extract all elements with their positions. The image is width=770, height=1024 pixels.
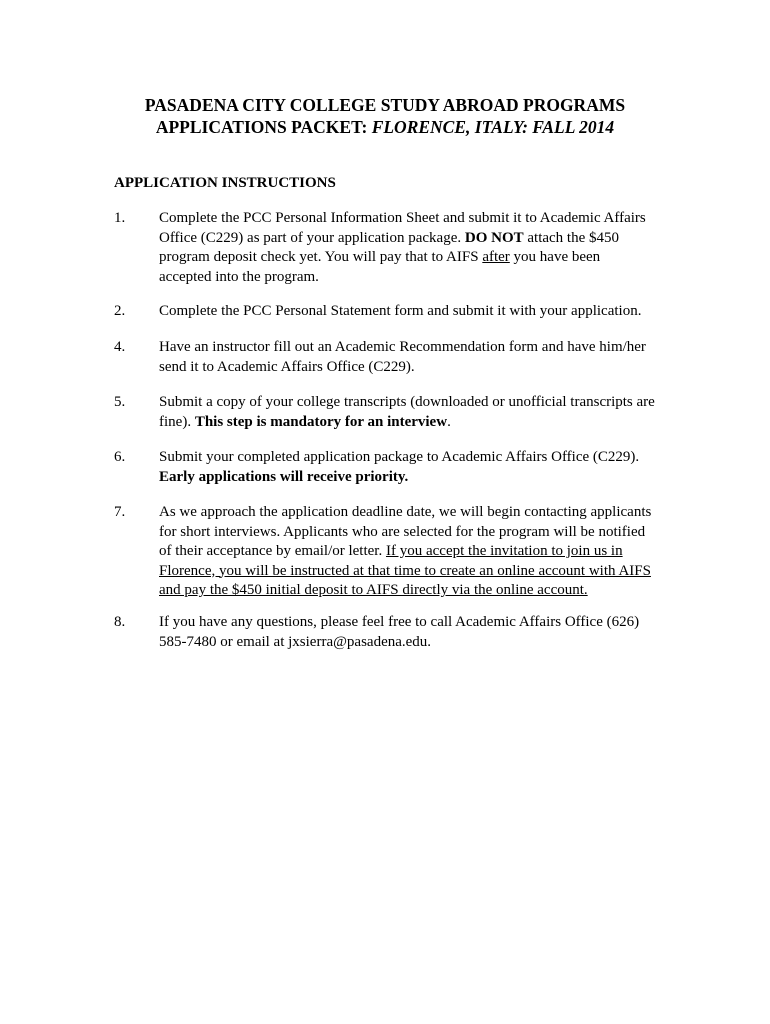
item-line: [159, 248, 674, 268]
section-heading: APPLICATION INSTRUCTIONS: [114, 175, 336, 191]
instruction-item-5: [114, 393, 674, 432]
item-number: 8.: [114, 614, 126, 630]
item-line: Complete the PCC Personal Information Sheet and submit it to Academic Affairs: [159, 210, 646, 226]
document-title-line-1: PASADENA CITY COLLEGE STUDY ABROAD PROGRAMS: [144, 95, 626, 115]
text-run: of their acceptance by email/or letter.: [159, 543, 386, 559]
underlined-text: and pay the $450 initial deposit to AIFS directly via the online account.: [159, 582, 588, 598]
item-number: 1.: [114, 210, 126, 226]
item-line: for short interviews. Applicants who are selected for the program will be notified: [159, 523, 646, 540]
document-title-line-2: [0, 116, 770, 138]
item-line: Have an instructor fill out an Academic Recommendation form and have him/her: [159, 339, 646, 355]
item-text: [159, 302, 674, 322]
item-line: send it to Academic Affairs Office (C229).: [159, 358, 415, 375]
bold-text: DO NOT: [464, 229, 524, 246]
underlined-text: Florence, you will be instructed at that time to create an online account with AIFS: [159, 562, 651, 579]
item-text: [159, 209, 674, 287]
title-prefix: APPLICATIONS PACKET:: [155, 117, 372, 137]
item-text: [159, 613, 674, 652]
item-text: [159, 338, 674, 377]
instruction-item-8: [114, 613, 674, 652]
instruction-item-2: [114, 302, 674, 322]
item-line: If you have any questions, please feel free to call Academic Affairs Office (626): [159, 614, 640, 630]
text-run: attach the $450: [523, 229, 620, 246]
item-line: Submit a copy of your college transcripts (downloaded or unofficial transcripts are: [159, 394, 655, 410]
item-line: 585-7480 or email at jxsierra@pasadena.edu.: [159, 633, 432, 650]
instruction-item-6: [114, 448, 674, 487]
text-run: .: [447, 413, 451, 430]
instruction-item-1: [114, 209, 674, 287]
item-line: accepted into the program.: [159, 268, 319, 285]
item-line: [159, 542, 674, 562]
item-line: Complete the PCC Personal Statement form and submit it with your application.: [159, 303, 642, 319]
item-number: 6.: [114, 449, 126, 465]
instruction-item-7: [114, 503, 674, 601]
item-line: [159, 229, 674, 249]
item-text: [159, 503, 674, 601]
item-line: [159, 413, 674, 433]
bold-text: Early applications will receive priority.: [159, 468, 409, 485]
text-run: program deposit check yet. You will pay that to AIFS: [159, 249, 483, 265]
item-line: Submit your completed application package to Academic Affairs Office (C229).: [159, 449, 640, 465]
underlined-text: after: [482, 249, 510, 265]
item-number: 2.: [114, 303, 126, 319]
item-number: 4.: [114, 339, 126, 355]
item-text: [159, 393, 674, 432]
text-run: you have been: [509, 249, 601, 265]
item-text: [159, 448, 674, 487]
instruction-item-4: [114, 338, 674, 377]
underlined-text: If you accept the invitation to join us in: [385, 543, 623, 559]
item-number: 7.: [114, 504, 126, 520]
text-run: Office (C229) as part of your application package.: [159, 229, 465, 246]
text-run: fine).: [159, 413, 195, 430]
bold-text: This step is mandatory for an interview: [194, 413, 448, 430]
title-program: FLORENCE, ITALY: FALL 2014: [371, 117, 615, 137]
item-line: As we approach the application deadline date, we will begin contacting applicants: [159, 504, 652, 520]
item-number: 5.: [114, 394, 126, 410]
